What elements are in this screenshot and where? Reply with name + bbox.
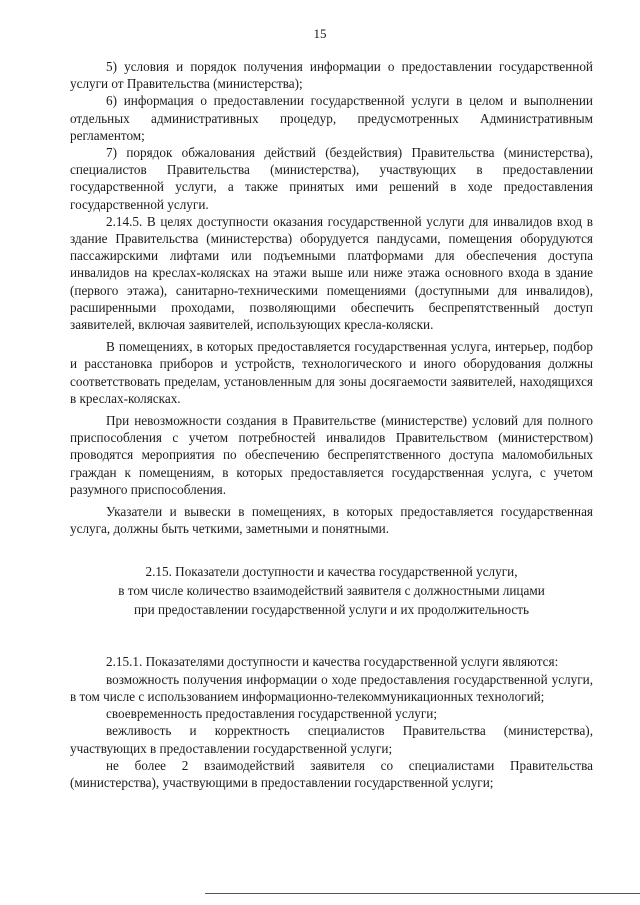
paragraph-signs: Указатели и вывески в помещениях, в которых предоставляется государственная услуга, должны быть четкими, заметными и понятными. [70,504,593,537]
heading-line: в том числе количество взаимодействий заявителя с должностными лицами [118,583,545,599]
paragraph-premises-equipment: В помещениях, в которых предоставляется государственная услуга, интерьер, подбор и расстановка приборов и устройств, технологического и иного оборудования должны соответствовать пределам, установленным для зоны досягаемости заявителей, находящихся в креслах-колясках. [70,339,593,406]
scan-edge-line [205,893,640,894]
list-item-information-possibility: возможность получения информации о ходе предоставления государственной услуги, в том числе с использованием информационно-телекоммуникационных технологий; [70,671,593,704]
paragraph-item-6-information: 6) информация о предоставлении государственной услуги в целом и выполнении отдельных административных процедур, предусмотренных Административным регламентом; [70,93,593,143]
paragraph-2-15-1-indicators: 2.15.1. Показателями доступности и качества государственной услуги являются: [106,654,559,670]
paragraph-item-5-conditions: 5) условия и порядок получения информации о предоставлении государственной услуги от Правительства (министерства); [70,59,593,92]
heading-line: 2.15. Показатели доступности и качества государственной услуги, [145,564,518,580]
list-item-politeness: вежливость и корректность специалистов Правительства (министерства), участвующих в предоставлении государственной услуги; [70,723,593,756]
paragraph-2-14-5-accessibility: 2.14.5. В целях доступности оказания государственной услуги для инвалидов вход в здание Правительства (министерства) оборудуется пандусами, помещения оборудуются пассажирскими лифтами или подъемными платформами для обеспечения доступа инвалидов на креслах-колясках на этажи выше или ниже этажа основного входа в здание (первого этажа), санитарно-техническими помещениями (доступными для инвалидов), расширенными проходами, позволяющими обеспечить беспрепятственный доступ заявителей, включая заявителей, использующих кресла-коляски. [70,213,593,333]
list-item-timeliness: своевременность предоставления государственной услуги; [106,706,438,722]
list-item-interactions-limit: не более 2 взаимодействий заявителя со специалистами Правительства (министерства), участвующими в предоставлении государственной услуги; [70,757,593,790]
section-heading-2-15 [70,562,593,619]
paragraph-item-7-appeal: 7) порядок обжалования действий (бездействия) Правительства (министерства), специалистов Правительства (министерства), участвующих в предоставлении государственной услуги, а также принятых ими решений в ходе предоставления государственной услуги. [70,145,593,212]
page-number: 15 [313,26,327,41]
paragraph-impossibility-measures: При невозможности создания в Правительстве (министерстве) условий для полного приспособления с учетом потребностей инвалидов Правительством (министерством) проводятся мероприятия по обеспечению беспрепятственного доступа маломобильных граждан к помещениям, в которых предоставляется государственная услуга, с учетом разумного приспособления. [70,413,593,497]
heading-line: при предоставлении государственной услуги и их продолжительность [133,602,530,618]
document-body [70,58,593,791]
